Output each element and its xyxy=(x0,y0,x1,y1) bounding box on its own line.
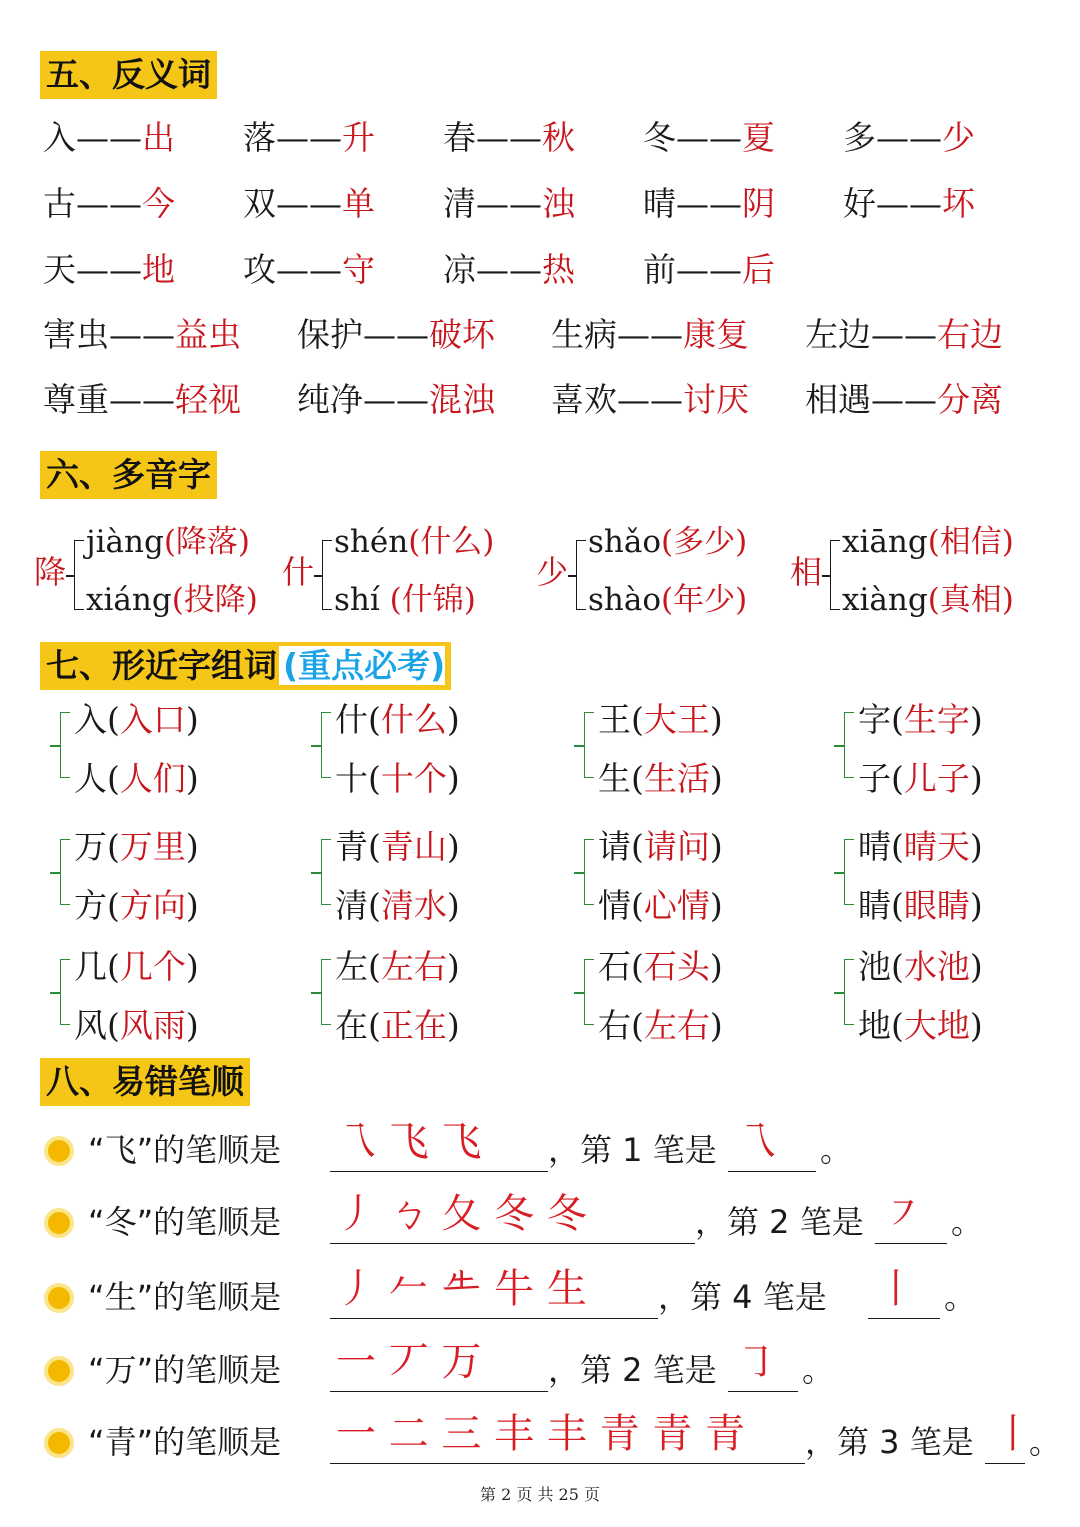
paren-close: ) xyxy=(969,886,983,925)
dash-separator: —— xyxy=(476,184,542,223)
antonym-pair xyxy=(443,250,575,290)
green-brace xyxy=(60,839,70,905)
green-brace-tick xyxy=(834,992,844,994)
paren-close: ) xyxy=(969,1006,983,1045)
bullet-icon xyxy=(44,1208,74,1238)
similar-char-line xyxy=(74,1006,199,1046)
stroke-order-answer: 乁 飞 飞 xyxy=(336,1119,482,1165)
similar-word: 大地 xyxy=(903,1006,970,1045)
paren-close: ) xyxy=(446,1006,460,1045)
antonym-answer: 地 xyxy=(142,250,175,289)
similar-word: 生活 xyxy=(643,759,710,798)
similar-char: 人( xyxy=(74,759,120,798)
similar-word: 水池 xyxy=(903,947,970,986)
stroke-order-question xyxy=(88,1277,281,1317)
dash-separator: —— xyxy=(276,118,342,157)
pinyin: shào xyxy=(588,582,662,618)
antonym-answer: 秋 xyxy=(542,118,575,157)
similar-char-line xyxy=(74,947,199,987)
stroke-order-question xyxy=(88,1350,281,1390)
paren-close: ) xyxy=(446,827,460,866)
similar-char: 晴( xyxy=(858,827,904,866)
paren-close: ) xyxy=(709,700,723,739)
similar-word: 方向 xyxy=(119,886,186,925)
antonym-pair xyxy=(843,118,975,158)
stroke-answer: ㇆ xyxy=(736,1339,776,1385)
green-brace xyxy=(844,839,854,905)
antonym-answer: 轻视 xyxy=(175,380,241,419)
period: 。 xyxy=(802,1351,835,1389)
antonym-word: 冬 xyxy=(643,118,676,157)
green-brace-tick xyxy=(50,745,60,747)
paren-close: ) xyxy=(185,700,199,739)
similar-char: 右( xyxy=(598,1006,644,1045)
antonym-word: 害虫 xyxy=(43,315,109,354)
brace-tick xyxy=(822,575,830,577)
pinyin: jiàng xyxy=(86,524,164,560)
similar-char-line xyxy=(335,759,460,799)
dash-separator: —— xyxy=(109,315,175,354)
bullet-icon xyxy=(44,1428,74,1458)
prompt-text: 的笔顺是 xyxy=(153,1351,282,1389)
stroke-answer: 丨 xyxy=(876,1266,916,1312)
green-brace-tick xyxy=(311,872,321,874)
antonym-pair xyxy=(805,315,1003,355)
paren-close: ) xyxy=(446,886,460,925)
green-brace-tick xyxy=(834,872,844,874)
stroke-number-question: ，第 3 笔是 xyxy=(805,1423,974,1461)
dash-separator: —— xyxy=(476,250,542,289)
paren-close: ) xyxy=(185,827,199,866)
similar-char-line xyxy=(74,759,199,799)
dash-separator: —— xyxy=(871,315,937,354)
paren-close: ) xyxy=(709,947,723,986)
stroke-number-question: ，第 2 笔是 xyxy=(548,1351,717,1389)
antonym-answer: 浊 xyxy=(542,184,575,223)
stroke-order-question xyxy=(88,1130,281,1170)
dash-separator: —— xyxy=(876,184,942,223)
reading-line xyxy=(334,522,494,562)
green-brace-tick xyxy=(50,872,60,874)
stroke-order-question xyxy=(88,1202,281,1242)
antonym-pair xyxy=(43,184,175,224)
similar-char-line xyxy=(598,1006,723,1046)
similar-char-line xyxy=(858,947,983,987)
antonym-pair xyxy=(643,184,775,224)
antonym-word: 落 xyxy=(243,118,276,157)
antonym-pair xyxy=(297,315,495,355)
brace-tick xyxy=(314,575,322,577)
paren-close: ) xyxy=(709,759,723,798)
green-brace-tick xyxy=(311,992,321,994)
antonym-pair xyxy=(805,380,1003,420)
pinyin: shí xyxy=(334,582,390,618)
dash-separator: —— xyxy=(876,118,942,157)
similar-word: 大王 xyxy=(643,700,710,739)
antonym-pair xyxy=(443,118,575,158)
antonym-pair xyxy=(843,184,975,224)
similar-word: 十个 xyxy=(380,759,447,798)
prompt-text: 的笔顺是 xyxy=(153,1278,282,1316)
antonym-word: 春 xyxy=(443,118,476,157)
paren-close: ) xyxy=(185,759,199,798)
antonym-pair xyxy=(43,118,175,158)
paren-close: ) xyxy=(709,827,723,866)
dash-separator: —— xyxy=(871,380,937,419)
page-footer: 第 2 页 共 25 页 xyxy=(480,1485,600,1504)
reading-line xyxy=(588,522,747,562)
antonym-word: 凉 xyxy=(443,250,476,289)
similar-char-line xyxy=(858,1006,983,1046)
similar-char: 左( xyxy=(335,947,381,986)
example-word: (投降) xyxy=(171,582,258,618)
antonym-word: 双 xyxy=(243,184,276,223)
similar-char: 情( xyxy=(598,886,644,925)
prompt-text: 的笔顺是 xyxy=(153,1203,282,1241)
green-brace xyxy=(60,712,70,778)
key-exam-note: (重点必考) xyxy=(279,646,445,685)
dash-separator: —— xyxy=(363,315,429,354)
antonym-pair xyxy=(551,380,749,420)
brace-tick xyxy=(568,575,576,577)
brace-tick xyxy=(66,575,74,577)
antonym-word: 生病 xyxy=(551,315,617,354)
antonym-answer: 今 xyxy=(142,184,175,223)
dash-separator: —— xyxy=(76,250,142,289)
dash-separator: —— xyxy=(76,118,142,157)
dash-separator: —— xyxy=(617,380,683,419)
similar-char-line xyxy=(335,886,460,926)
antonym-pair xyxy=(243,250,375,290)
antonym-answer: 讨厌 xyxy=(683,380,749,419)
quoted-char: “生” xyxy=(88,1278,154,1316)
example-word: (真相) xyxy=(927,582,1014,618)
similar-char: 请( xyxy=(598,827,644,866)
green-brace-tick xyxy=(574,745,584,747)
reading-line xyxy=(588,580,747,620)
reading-line xyxy=(86,522,250,562)
period: 。 xyxy=(944,1278,977,1316)
similar-char: 睛( xyxy=(858,886,904,925)
example-word: (相信) xyxy=(927,524,1014,560)
brace xyxy=(576,540,586,610)
prompt-text: 的笔顺是 xyxy=(153,1423,282,1461)
dash-separator: —— xyxy=(676,118,742,157)
similar-word: 心情 xyxy=(643,886,710,925)
antonym-answer: 守 xyxy=(342,250,375,289)
section-7-heading xyxy=(40,642,451,690)
similar-char: 青( xyxy=(335,827,381,866)
green-brace xyxy=(321,712,331,778)
similar-char: 几( xyxy=(74,947,120,986)
stroke-answer: ㇇ xyxy=(883,1191,923,1237)
antonym-pair xyxy=(243,118,375,158)
stroke-answer: 丨 xyxy=(993,1411,1033,1457)
similar-char-line xyxy=(598,700,723,740)
similar-word: 石头 xyxy=(643,947,710,986)
dash-separator: —— xyxy=(363,380,429,419)
antonym-pair xyxy=(43,250,175,290)
antonym-word: 左边 xyxy=(805,315,871,354)
similar-char-line xyxy=(74,827,199,867)
similar-word: 几个 xyxy=(119,947,186,986)
similar-char: 入( xyxy=(74,700,120,739)
paren-close: ) xyxy=(969,827,983,866)
similar-char-line xyxy=(335,700,460,740)
stroke-order-answer: 一 二 三 丰 丰 青 青 青 xyxy=(336,1411,746,1457)
example-word: (什锦) xyxy=(389,582,476,618)
green-brace-tick xyxy=(50,992,60,994)
green-brace-tick xyxy=(311,745,321,747)
dash-separator: —— xyxy=(676,250,742,289)
stroke-order-answer: 一 丆 万 xyxy=(336,1339,482,1385)
paren-close: ) xyxy=(185,947,199,986)
pinyin: xiàng xyxy=(842,582,928,618)
dash-separator: —— xyxy=(617,315,683,354)
similar-word: 请问 xyxy=(643,827,710,866)
similar-char-line xyxy=(858,759,983,799)
brace xyxy=(74,540,84,610)
green-brace xyxy=(60,959,70,1025)
antonym-word: 清 xyxy=(443,184,476,223)
paren-close: ) xyxy=(446,700,460,739)
prompt-text: 的笔顺是 xyxy=(153,1131,282,1169)
antonym-answer: 混浊 xyxy=(429,380,495,419)
section-8-heading: 八、易错笔顺 xyxy=(40,1058,250,1106)
similar-char: 什( xyxy=(335,700,381,739)
similar-word: 正在 xyxy=(380,1006,447,1045)
similar-word: 左右 xyxy=(643,1006,710,1045)
antonym-pair xyxy=(243,184,375,224)
reading-line xyxy=(86,580,258,620)
pinyin: shǎo xyxy=(588,524,662,560)
green-brace-tick xyxy=(574,992,584,994)
antonym-answer: 升 xyxy=(342,118,375,157)
similar-word: 清水 xyxy=(380,886,447,925)
similar-char-line xyxy=(598,827,723,867)
similar-word: 什么 xyxy=(380,700,447,739)
dash-separator: —— xyxy=(676,184,742,223)
quoted-char: “万” xyxy=(88,1351,154,1389)
stroke-order-answer: 丿 ㄅ 夂 冬 冬 xyxy=(336,1191,587,1237)
similar-char: 字( xyxy=(858,700,904,739)
dash-separator: —— xyxy=(276,184,342,223)
antonym-answer: 夏 xyxy=(742,118,775,157)
period: 。 xyxy=(820,1131,853,1169)
polyphonic-char: 少 xyxy=(536,553,569,591)
antonym-word: 攻 xyxy=(243,250,276,289)
pinyin: shén xyxy=(334,524,409,560)
bullet-icon xyxy=(44,1356,74,1386)
similar-char-line xyxy=(858,700,983,740)
antonym-answer: 出 xyxy=(142,118,175,157)
paren-close: ) xyxy=(446,759,460,798)
quoted-char: “飞” xyxy=(88,1131,154,1169)
green-brace xyxy=(321,959,331,1025)
antonym-word: 古 xyxy=(43,184,76,223)
pinyin: xiāng xyxy=(842,524,928,560)
section-7-title: 七、形近字组词 xyxy=(46,646,277,685)
similar-word: 青山 xyxy=(380,827,447,866)
antonym-word: 晴 xyxy=(643,184,676,223)
stroke-order-question xyxy=(88,1422,281,1462)
similar-word: 晴天 xyxy=(903,827,970,866)
brace xyxy=(830,540,840,610)
antonym-pair xyxy=(43,380,241,420)
antonym-answer: 少 xyxy=(942,118,975,157)
similar-char-line xyxy=(335,1006,460,1046)
similar-word: 左右 xyxy=(380,947,447,986)
period: 。 xyxy=(1029,1423,1062,1461)
antonym-word: 好 xyxy=(843,184,876,223)
pinyin: xiáng xyxy=(86,582,172,618)
paren-close: ) xyxy=(446,947,460,986)
antonym-pair xyxy=(643,250,775,290)
antonym-word: 尊重 xyxy=(43,380,109,419)
green-brace xyxy=(321,839,331,905)
example-word: (多少) xyxy=(661,524,748,560)
stroke-number-question: ，第 1 笔是 xyxy=(548,1131,717,1169)
dash-separator: —— xyxy=(109,380,175,419)
antonym-answer: 益虫 xyxy=(175,315,241,354)
similar-char: 王( xyxy=(598,700,644,739)
similar-char-line xyxy=(598,759,723,799)
similar-char: 地( xyxy=(858,1006,904,1045)
bullet-icon xyxy=(44,1283,74,1313)
dash-separator: —— xyxy=(276,250,342,289)
similar-word: 生字 xyxy=(903,700,970,739)
antonym-word: 相遇 xyxy=(805,380,871,419)
similar-char: 在( xyxy=(335,1006,381,1045)
example-word: (什么) xyxy=(408,524,495,560)
similar-char: 方( xyxy=(74,886,120,925)
antonym-pair xyxy=(643,118,775,158)
reading-line xyxy=(842,580,1014,620)
similar-word: 万里 xyxy=(119,827,186,866)
polyphonic-char: 降 xyxy=(34,553,67,591)
paren-close: ) xyxy=(185,886,199,925)
similar-char-line xyxy=(335,947,460,987)
antonym-pair xyxy=(43,315,241,355)
antonym-word: 多 xyxy=(843,118,876,157)
similar-word: 入口 xyxy=(119,700,186,739)
antonym-pair xyxy=(297,380,495,420)
paren-close: ) xyxy=(709,1006,723,1045)
green-brace xyxy=(584,712,594,778)
reading-line xyxy=(334,580,476,620)
green-brace xyxy=(844,712,854,778)
similar-char: 生( xyxy=(598,759,644,798)
paren-close: ) xyxy=(709,886,723,925)
similar-char: 清( xyxy=(335,886,381,925)
similar-char: 风( xyxy=(74,1006,120,1045)
green-brace-tick xyxy=(834,745,844,747)
stroke-answer: 乁 xyxy=(736,1119,776,1165)
antonym-answer: 坏 xyxy=(942,184,975,223)
period: 。 xyxy=(951,1203,984,1241)
similar-char: 石( xyxy=(598,947,644,986)
similar-char: 池( xyxy=(858,947,904,986)
stroke-number-question: ，第 2 笔是 xyxy=(695,1203,864,1241)
similar-char-line xyxy=(598,947,723,987)
stroke-order-answer: 丿 𠂉 𠂒 牛 生 xyxy=(336,1266,587,1312)
reading-line xyxy=(842,522,1014,562)
stroke-number-question: ，第 4 笔是 xyxy=(658,1278,827,1316)
antonym-answer: 阴 xyxy=(742,184,775,223)
similar-char-line xyxy=(598,886,723,926)
similar-char-line xyxy=(335,827,460,867)
similar-char-line xyxy=(74,700,199,740)
polyphonic-char: 相 xyxy=(790,553,823,591)
similar-char: 万( xyxy=(74,827,120,866)
example-word: (年少) xyxy=(661,582,748,618)
antonym-word: 保护 xyxy=(297,315,363,354)
green-brace xyxy=(584,839,594,905)
antonym-answer: 康复 xyxy=(683,315,749,354)
quoted-char: “冬” xyxy=(88,1203,154,1241)
polyphonic-char: 什 xyxy=(282,553,315,591)
similar-word: 风雨 xyxy=(119,1006,186,1045)
antonym-word: 纯净 xyxy=(297,380,363,419)
antonym-answer: 热 xyxy=(542,250,575,289)
similar-char-line xyxy=(858,886,983,926)
antonym-pair xyxy=(443,184,575,224)
example-word: (降落) xyxy=(163,524,251,560)
antonym-pair xyxy=(551,315,749,355)
dash-separator: —— xyxy=(76,184,142,223)
antonym-answer: 单 xyxy=(342,184,375,223)
paren-close: ) xyxy=(969,759,983,798)
similar-word: 人们 xyxy=(119,759,186,798)
antonym-answer: 右边 xyxy=(937,315,1003,354)
paren-close: ) xyxy=(969,947,983,986)
bullet-icon xyxy=(44,1136,74,1166)
similar-char-line xyxy=(74,886,199,926)
paren-close: ) xyxy=(185,1006,199,1045)
antonym-answer: 破坏 xyxy=(429,315,495,354)
green-brace xyxy=(844,959,854,1025)
similar-char-line xyxy=(858,827,983,867)
section-6-heading: 六、多音字 xyxy=(40,451,217,499)
quoted-char: “青” xyxy=(88,1423,154,1461)
antonym-word: 天 xyxy=(43,250,76,289)
similar-char: 子( xyxy=(858,759,904,798)
antonym-answer: 分离 xyxy=(937,380,1003,419)
section-5-heading: 五、反义词 xyxy=(40,51,217,99)
antonym-answer: 后 xyxy=(742,250,775,289)
antonym-word: 前 xyxy=(643,250,676,289)
similar-word: 眼睛 xyxy=(903,886,970,925)
brace xyxy=(322,540,332,610)
green-brace xyxy=(584,959,594,1025)
similar-char: 十( xyxy=(335,759,381,798)
antonym-word: 喜欢 xyxy=(551,380,617,419)
paren-close: ) xyxy=(969,700,983,739)
dash-separator: —— xyxy=(476,118,542,157)
antonym-word: 入 xyxy=(43,118,76,157)
similar-word: 儿子 xyxy=(903,759,970,798)
green-brace-tick xyxy=(574,872,584,874)
